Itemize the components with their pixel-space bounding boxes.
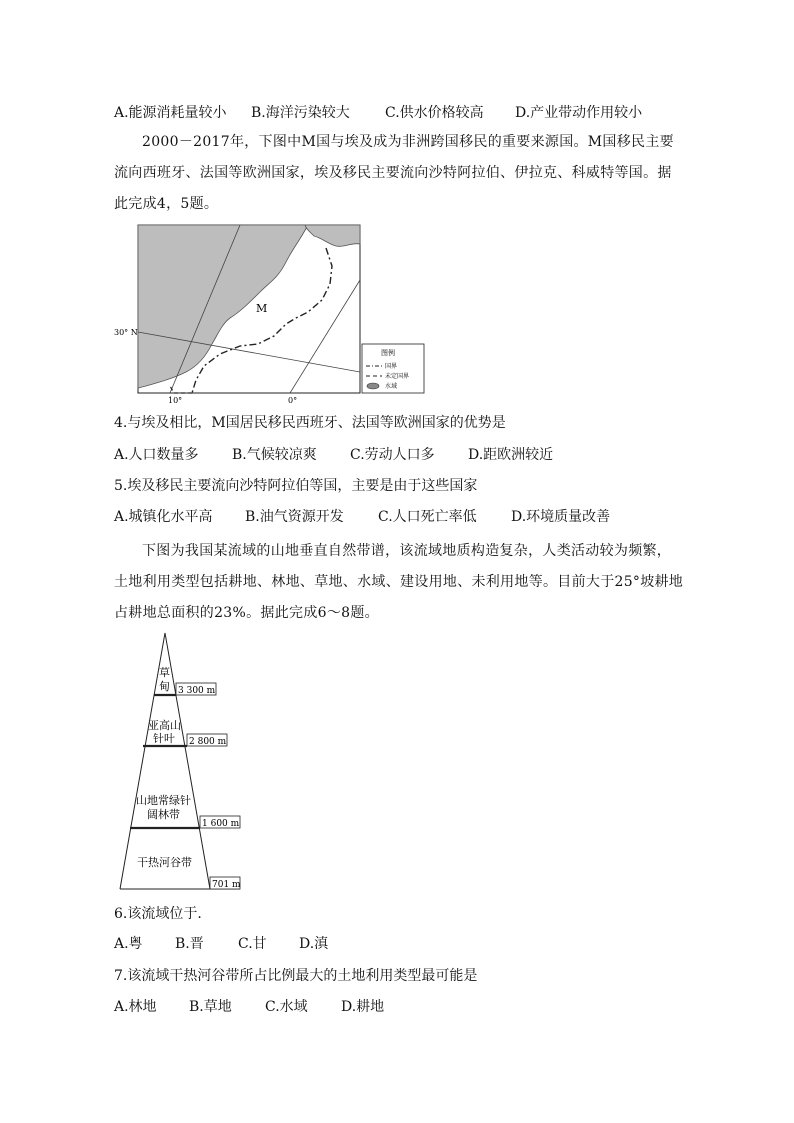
legend-title: 图例 (381, 349, 395, 357)
legend-item-undetermined: 未定国界 (385, 373, 410, 380)
q5-option-b: B.油气资源开发 (245, 509, 344, 525)
map-legend (362, 344, 424, 393)
elevation-1600: 1 600 m (202, 819, 240, 829)
q4-option-c: C.劳动人口多 (350, 447, 435, 463)
q7-option-a: A.林地 (114, 999, 157, 1015)
q6-stem: 6.该流域位于. (114, 906, 202, 922)
elevation-2800: 2 800 m (189, 737, 227, 747)
lon-label-right: 0° (288, 396, 298, 405)
zone-subalpine-bottom: 针叶 (153, 732, 175, 745)
q6-options (114, 934, 328, 954)
q3-option-b: B.海洋污染较大 (251, 105, 350, 121)
q6-option-c: C.甘 (238, 936, 267, 952)
q4-options (114, 445, 553, 465)
map-label-m: M (256, 302, 268, 315)
lat-label: 30° N (114, 328, 138, 337)
zone-mixed-forest-bottom: 阔林带 (147, 808, 180, 821)
zone-subalpine-top: 亚高山 (148, 719, 181, 732)
map-figure (100, 220, 460, 405)
vertical-zone-figure (110, 628, 260, 896)
elevation-3300: 3 300 m (178, 686, 216, 696)
zone-dry-valley: 干热河谷带 (137, 856, 192, 869)
q7-stem: 7.该流域干热河谷带所占比例最大的土地利用类型最可能是 (114, 968, 478, 984)
q6-option-b: B.晋 (175, 936, 204, 952)
q5-options (114, 507, 610, 527)
zone-mixed-forest-top: 山地常绿针 (136, 794, 191, 807)
q7-option-c: C.水域 (265, 999, 308, 1015)
q4-option-d: D.距欧洲较近 (468, 447, 554, 463)
intro-4-5: 2000－2017年，下图中M国与埃及成为非洲跨国移民的重要来源国。M国移民主要流向西班牙、法国等欧洲国家，埃及移民主要流向沙特阿拉伯、伊拉克、科威特等国。据此完成4，5题。 (114, 134, 674, 212)
q4-option-a: A.人口数量多 (114, 447, 199, 463)
legend-item-water: 水域 (385, 383, 398, 390)
q7-option-b: B.草地 (189, 999, 232, 1015)
q6-option-a: A.粤 (114, 936, 143, 952)
q3-option-d: D.产业带动作用较小 (515, 105, 643, 121)
q5-option-c: C.人口死亡率低 (378, 509, 477, 525)
q4-option-b: B.气候较凉爽 (232, 447, 317, 463)
lon-label-left: 10° (168, 396, 183, 405)
q3-option-a: A.能源消耗量较小 (114, 105, 227, 121)
q5-option-d: D.环境质量改善 (511, 509, 611, 525)
q5-option-a: A.城镇化水平高 (114, 509, 213, 525)
q5-stem: 5.埃及移民主要流向沙特阿拉伯等国，主要是由于这些国家 (114, 478, 478, 494)
elevation-701: 701 m (212, 880, 241, 890)
intro-6-8: 下图为我国某流域的山地垂直自然带谱，该流域地质构造复杂，人类活动较为频繁，土地利用类型包括耕地、林地、草地、水域、建设用地、未利用地等。目前大于25°坡耕地占耕地总面积的23%。据此完成6～8题。 (114, 543, 684, 621)
q7-options (114, 997, 384, 1017)
q7-option-d: D.耕地 (341, 999, 385, 1015)
zone-meadow-bottom: 甸 (159, 680, 170, 693)
legend-item-border: 国界 (385, 363, 398, 370)
q4-stem: 4.与埃及相比，M国居民移民西班牙、法国等欧洲国家的优势是 (114, 415, 506, 431)
q3-option-c: C.供水价格较高 (385, 105, 484, 121)
zone-meadow-top: 草 (159, 666, 170, 679)
q3-options (114, 103, 642, 123)
q6-option-d: D.滇 (299, 936, 329, 952)
